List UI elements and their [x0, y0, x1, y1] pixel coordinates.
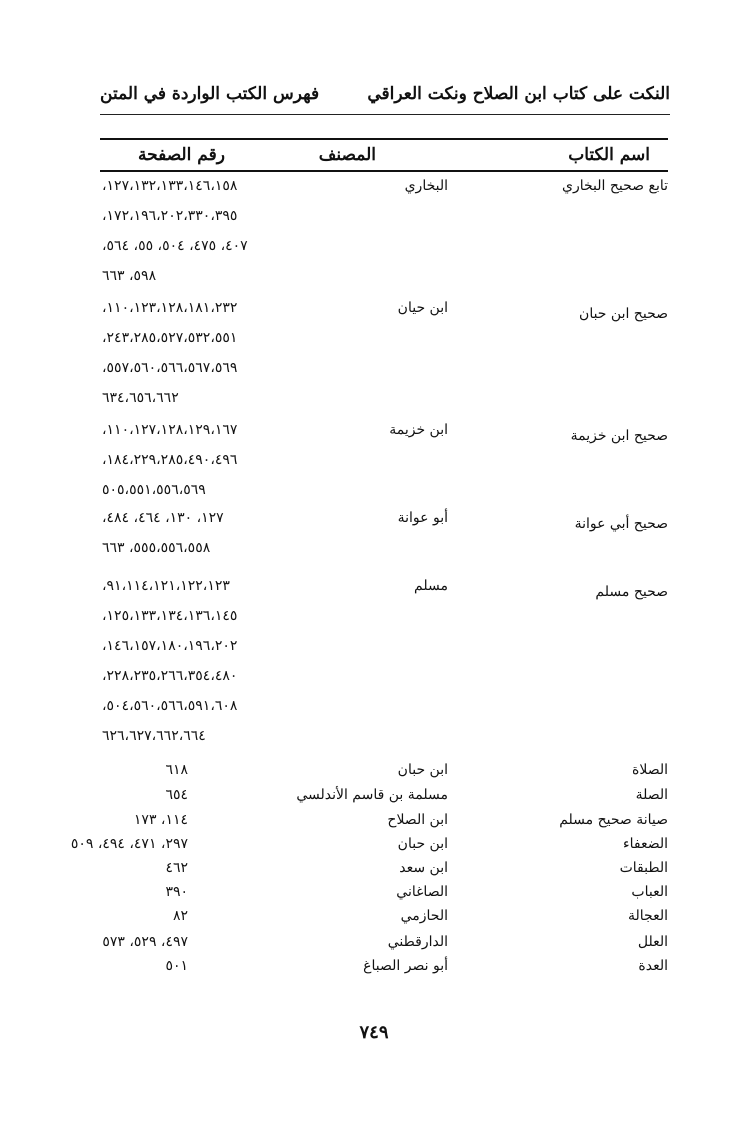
book-author: البخاري — [404, 178, 448, 194]
column-header-author: المصنف — [318, 145, 376, 165]
book-name: صحيح أبي عوانة — [574, 516, 668, 532]
page-refs-line: ١٢٧،١٣٢،١٣٣،١٤٦،١٥٨، — [102, 178, 238, 194]
book-name: صيانة صحيح مسلم — [559, 812, 668, 828]
page-refs-line: ١١٠،١٢٣،١٢٨،١٨١،٢٣٢، — [102, 300, 238, 316]
book-author: ابن خزيمة — [389, 422, 448, 438]
page-refs-line: ٣٩٠ — [165, 884, 188, 900]
page-refs-line: ٢٤٣،٢٨٥،٥٢٧،٥٣٢،٥٥١، — [102, 330, 238, 346]
page-refs-line: ٦٣٤،٦٥٦،٦٦٢ — [102, 390, 179, 406]
book-name: الطبقات — [619, 860, 668, 876]
page-refs-line: ٤٦٢ — [165, 860, 188, 876]
book-name: العجالة — [628, 908, 668, 924]
book-name: صحيح ابن خزيمة — [570, 428, 668, 444]
book-name: صحيح ابن حبان — [579, 306, 668, 322]
book-name: تابع صحيح البخاري — [562, 178, 668, 194]
page-refs-line: ٢٩٧، ٤٧١، ٤٩٤، ٥٠٩ — [70, 836, 188, 852]
book-name: العباب — [631, 884, 668, 900]
page-refs-line: ٦١٨ — [165, 762, 188, 778]
page-refs-line: ١٢٥،١٣٣،١٣٤،١٣٦،١٤٥، — [102, 608, 238, 624]
page-refs-line: ٥٠٤،٥٦٠،٥٦٦،٥٩١،٦٠٨، — [102, 698, 238, 714]
book-name: صحيح مسلم — [595, 584, 668, 600]
column-header-book: اسم الكتاب — [568, 145, 650, 165]
book-title: النكت على كتاب ابن الصلاح ونكت العراقي — [367, 84, 670, 104]
book-name: الصلاة — [632, 762, 668, 778]
book-name: العدة — [638, 958, 668, 974]
page-refs-line: ٨٢ — [172, 908, 188, 924]
page-refs-line: ٥٩٨، ٦٦٣ — [102, 268, 157, 284]
page-refs-line: ٤٠٧، ٤٧٥، ٥٠٤، ٥٥، ٥٦٤، — [102, 238, 248, 254]
book-name: العلل — [637, 934, 668, 950]
book-author: الصاغاني — [396, 884, 448, 900]
book-author: الحازمي — [400, 908, 448, 924]
page-refs-line: ٢٢٨،٢٣٥،٢٦٦،٣٥٤،٤٨٠، — [102, 668, 238, 684]
page-refs-line: ٤٩٧، ٥٢٩، ٥٧٣ — [102, 934, 188, 950]
column-header-pages: رقم الصفحة — [138, 145, 225, 165]
book-author: الدارقطني — [387, 934, 448, 950]
page-refs-line: ١٨٤،٢٢٩،٢٨٥،٤٩٠،٤٩٦، — [102, 452, 238, 468]
page-refs-line: ٥٠١ — [165, 958, 188, 974]
page-refs-line: ١٢٧، ١٣٠، ٤٦٤، ٤٨٤، — [102, 510, 224, 526]
running-header — [100, 84, 670, 112]
page-refs-line: ١٤٦،١٥٧،١٨٠،١٩٦،٢٠٢، — [102, 638, 238, 654]
book-author: ابن حبان — [397, 836, 448, 852]
book-author: أبو نصر الصباغ — [363, 958, 448, 974]
book-author: مسلمة بن قاسم الأندلسي — [296, 787, 448, 803]
header-rule — [100, 114, 670, 115]
book-author: ابن الصلاح — [387, 812, 448, 828]
book-author: أبو عوانة — [397, 510, 448, 526]
page-refs-line: ٦٥٤ — [165, 787, 188, 803]
page-refs-line: ١٧٢،١٩٦،٢٠٢،٣٣٠،٣٩٥، — [102, 208, 238, 224]
table-header-rule — [100, 170, 668, 172]
page-refs-line: ٥٠٥،٥٥١،٥٥٦،٥٦٩ — [102, 482, 206, 498]
table-top-rule — [100, 138, 668, 140]
page-refs-line: ٥٥٥،٥٥٦،٥٥٨، ٦٦٣ — [102, 540, 211, 556]
page-refs-line: ١١٠،١٢٧،١٢٨،١٢٩،١٦٧، — [102, 422, 238, 438]
page-refs-line: ٥٥٧،٥٦٠،٥٦٦،٥٦٧،٥٦٩، — [102, 360, 238, 376]
book-author: ابن حبان — [397, 762, 448, 778]
page-refs-line: ٦٢٦،٦٢٧،٦٦٢،٦٦٤ — [102, 728, 206, 744]
book-author: مسلم — [414, 578, 448, 594]
book-name: الصلة — [635, 787, 668, 803]
section-title: فهرس الكتب الواردة في المتن — [100, 84, 320, 104]
book-name: الضعفاء — [623, 836, 668, 852]
book-author: ابن سعد — [399, 860, 448, 876]
page-refs-line: ١١٤، ١٧٣ — [133, 812, 188, 828]
book-author: ابن حيان — [397, 300, 448, 316]
page-number: ٧٤٩ — [359, 1022, 389, 1043]
page-refs-line: ٩١،١١٤،١٢١،١٢٢،١٢٣، — [102, 578, 230, 594]
